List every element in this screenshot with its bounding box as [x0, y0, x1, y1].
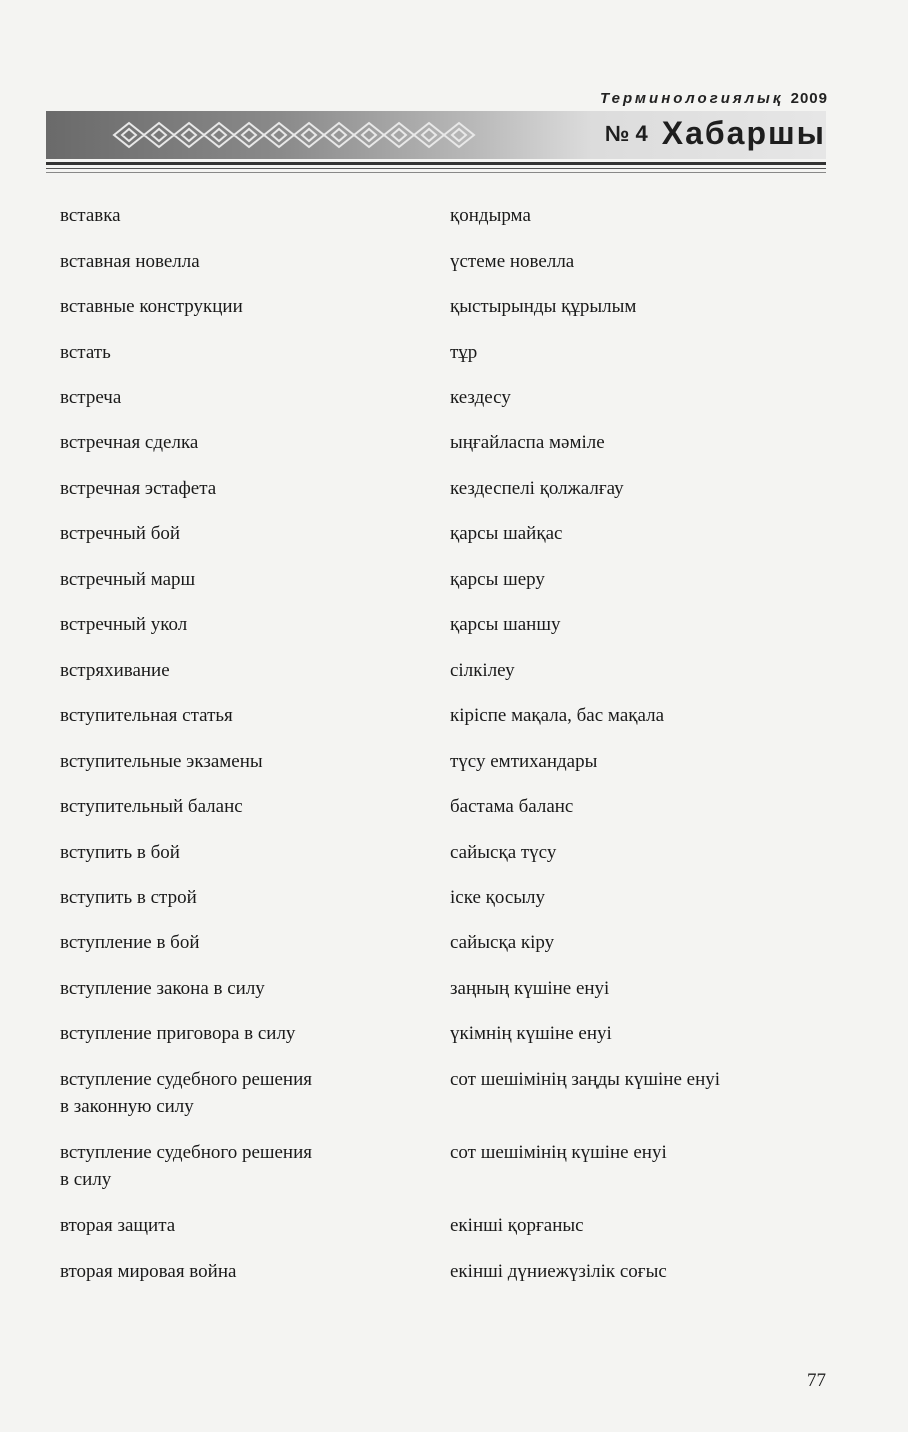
entry-russian: вступить в бой: [60, 842, 180, 863]
entry-kazakh: сайысқа кіру: [450, 932, 555, 953]
entry-russian: встречный укол: [60, 614, 188, 635]
entry-kazakh: қарсы шеру: [450, 569, 545, 590]
entry-kazakh: қондырма: [450, 205, 531, 226]
entry-kazakh: сот шешімінің заңды күшіне енуі: [450, 1069, 721, 1090]
page-number: 77: [807, 1370, 826, 1391]
entry-russian: вступительная статья: [60, 705, 233, 726]
entry-russian-line: вступление судебного решения: [60, 1069, 313, 1090]
entry-kazakh: сілкілеу: [450, 660, 515, 681]
entry-russian: встать: [60, 342, 111, 363]
entry-russian: вторая мировая война: [60, 1261, 237, 1282]
entry-kazakh: сайысқа түсу: [450, 842, 557, 863]
entry-kazakh: үстеме новелла: [450, 251, 575, 272]
entry-russian: встречная эстафета: [60, 478, 217, 499]
entry-kazakh: тұр: [450, 342, 478, 363]
entry-kazakh: кездесу: [450, 387, 511, 408]
entry-kazakh: қарсы шайқас: [450, 523, 563, 544]
entry-kazakh: ыңғайласпа мәміле: [450, 432, 605, 453]
journal-year: 2009: [790, 90, 828, 107]
issue-number: № 4: [604, 121, 648, 146]
entry-kazakh: қарсы шаншу: [450, 614, 561, 635]
entry-russian: вступление в бой: [60, 932, 200, 953]
entry-russian: вступление закона в силу: [60, 978, 265, 999]
entry-russian: вставка: [60, 205, 121, 226]
entry-kazakh: кіріспе мақала, бас мақала: [450, 705, 665, 726]
entry-russian: встречный марш: [60, 569, 196, 590]
entry-russian: встряхивание: [60, 660, 170, 681]
entry-russian: вступить в строй: [60, 887, 197, 908]
entry-russian: вступительный баланс: [60, 796, 243, 817]
entry-russian-line: в силу: [60, 1169, 112, 1190]
entry-kazakh: екінші дүниежүзілік соғыс: [450, 1261, 667, 1282]
journal-name: Терминологиялық: [600, 90, 784, 107]
entry-russian: вступительные экзамены: [60, 751, 263, 772]
entry-kazakh: екінші қорғаныс: [450, 1215, 584, 1236]
entry-kazakh: қыстырынды құрылым: [450, 296, 637, 317]
entry-russian-line: в законную силу: [60, 1096, 194, 1117]
entry-russian: встречный бой: [60, 523, 181, 544]
entry-russian: вступление приговора в силу: [60, 1023, 296, 1044]
entry-kazakh: сот шешімінің күшіне енуі: [450, 1142, 667, 1163]
entry-russian: вставная новелла: [60, 251, 200, 272]
entry-kazakh: кездеспелі қолжалғау: [450, 478, 624, 499]
entry-russian: вторая защита: [60, 1215, 176, 1236]
entry-kazakh: бастама баланс: [450, 796, 574, 817]
entry-russian: вставные конструкции: [60, 296, 243, 317]
entry-russian: встречная сделка: [60, 432, 199, 453]
magazine-name: Хабаршы: [661, 115, 826, 151]
entry-russian-line: вступление судебного решения: [60, 1142, 313, 1163]
entry-kazakh: іске қосылу: [450, 887, 546, 908]
entry-russian: [60, 1066, 430, 1120]
entry-russian: встреча: [60, 387, 122, 408]
entry-kazakh: түсу емтихандары: [450, 751, 598, 772]
entry-russian: [60, 1139, 430, 1193]
entry-kazakh: заңның күшіне енуі: [450, 978, 610, 999]
entry-kazakh: үкімнің күшіне енуі: [450, 1023, 612, 1044]
